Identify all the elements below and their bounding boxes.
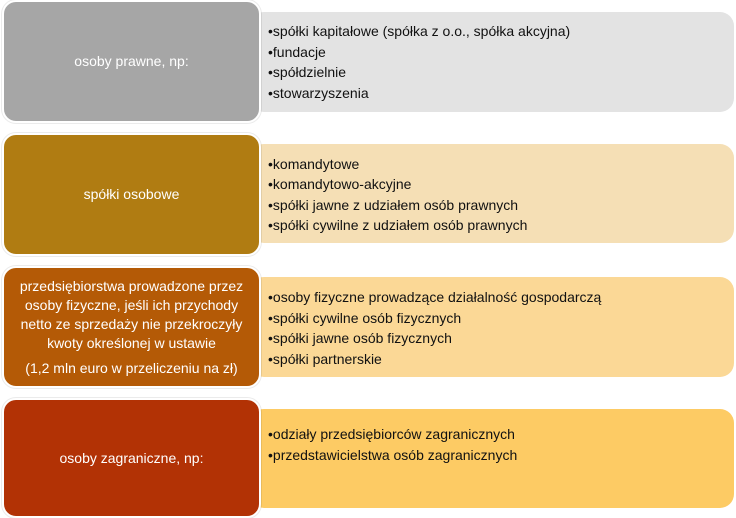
list-item: •komandytowe xyxy=(268,155,360,172)
list-item: •odziały przedsiębiorców zagranicznych xyxy=(268,426,515,442)
list-item: •fundacje xyxy=(268,43,326,60)
list-item: •osoby fizyczne prowadzące działalność gospodarczą xyxy=(268,289,602,305)
list-item: •spółdzielnie xyxy=(268,64,347,80)
category-label xyxy=(2,0,261,123)
items-panel xyxy=(250,144,734,243)
list-item: •stowarzyszenia xyxy=(268,84,369,101)
category-label-text: spółki osobowe xyxy=(83,186,180,202)
category-label xyxy=(2,398,261,518)
items-panel xyxy=(250,277,734,377)
category-label-text: osoby zagraniczne, np: xyxy=(59,449,204,466)
list-item: •spółki cywilne z udziałem osób prawnych xyxy=(268,217,528,233)
list-item: •komandytowo-akcyjne xyxy=(268,176,412,192)
list-item: •przedstawicielstwa osób zagranicznych xyxy=(268,446,518,463)
items-panel xyxy=(250,409,734,508)
category-label-text: osoby prawne, np: xyxy=(74,53,189,69)
category-sublabel-text: (1,2 mln euro w przeliczeniu na zł) xyxy=(25,359,238,376)
list-item: •spółki partnerskie xyxy=(268,350,382,367)
category-label xyxy=(2,133,261,256)
list-item: •spółki cywilne osób fizycznych xyxy=(268,309,462,326)
list-item: •spółki jawne osób fizycznych xyxy=(268,330,452,346)
items-panel xyxy=(250,12,734,112)
category-label xyxy=(2,266,261,388)
list-item: •spółki jawne z udziałem osób prawnych xyxy=(268,196,519,213)
category-label-text: przedsiębiorstwa prowadzone przez osoby fizyczne, jeśli ich przychody netto ze sprzedaży nie przekroczyły kwoty określonej w ustawie xyxy=(19,277,244,351)
list-item: •spółki kapitałowe (spółka z o.o., spółka akcyjna) xyxy=(268,23,571,39)
